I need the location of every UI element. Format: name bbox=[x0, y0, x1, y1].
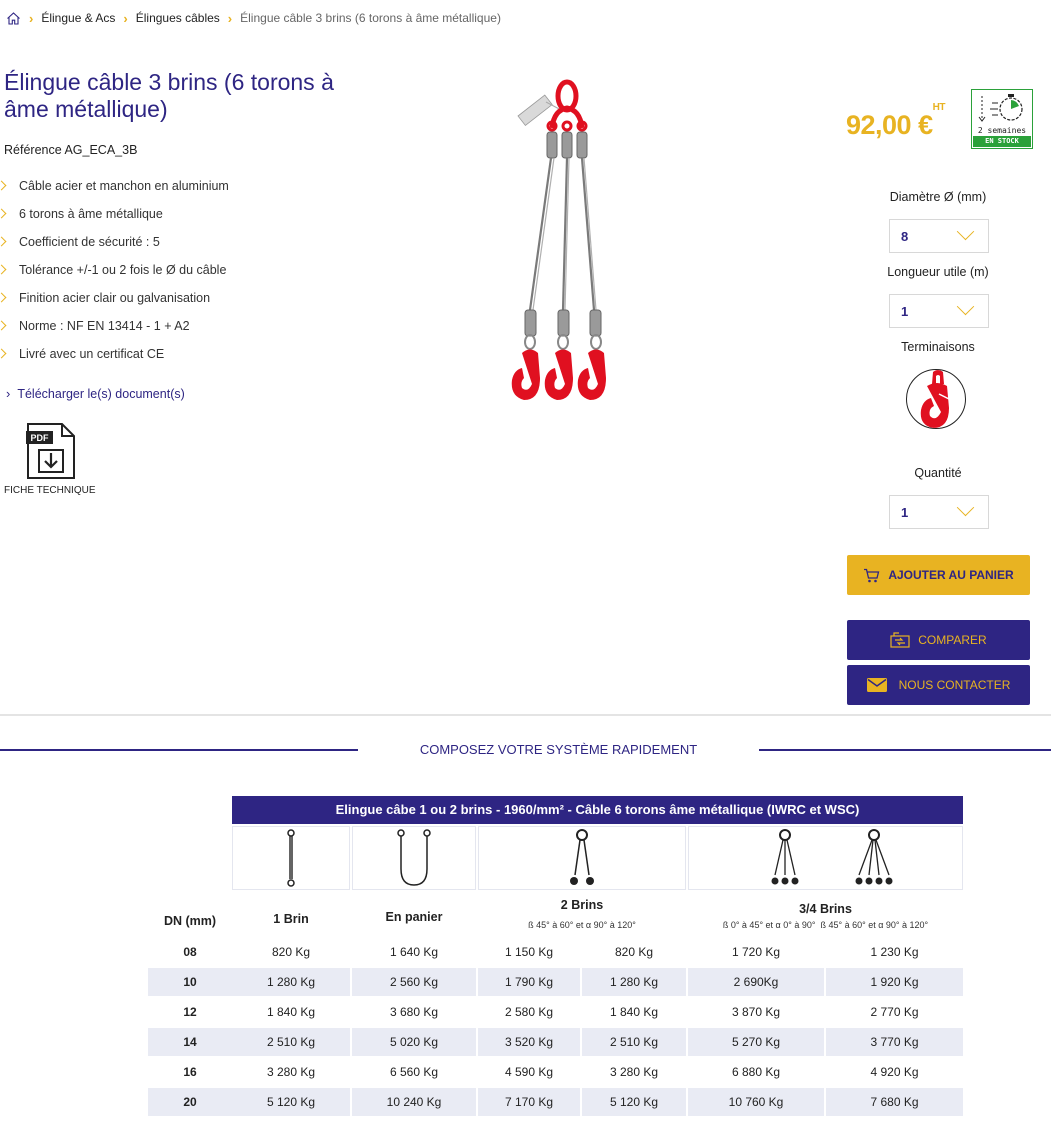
table-cell: 1 720 Kg bbox=[731, 945, 781, 959]
table-cell: 4 920 Kg bbox=[870, 1065, 919, 1079]
col-header-three-four-legs: 3/4 Brins bbox=[799, 902, 852, 916]
table-row bbox=[148, 938, 963, 966]
chevron-down-icon bbox=[957, 298, 974, 315]
list-item: Norme : NF EN 13414 - 1 + A2 bbox=[0, 316, 229, 344]
table-cell: 1 280 Kg bbox=[266, 975, 316, 989]
product-reference: Référence AG_ECA_3B bbox=[4, 143, 138, 157]
basket-sling-image bbox=[352, 826, 476, 890]
table-cell-dn: 14 bbox=[183, 1035, 197, 1049]
table-cell: 1 640 Kg bbox=[389, 945, 439, 959]
compare-button[interactable]: COMPARER bbox=[847, 620, 1030, 660]
table-cell: 2 690Kg bbox=[733, 975, 779, 989]
chevron-bullet-icon bbox=[0, 181, 6, 191]
table-cell: 1 840 Kg bbox=[266, 1005, 316, 1019]
termination-hook-option[interactable] bbox=[906, 369, 966, 429]
svg-text:PDF: PDF bbox=[30, 433, 49, 443]
single-leg-sling-image bbox=[232, 826, 350, 890]
price-box bbox=[846, 88, 1036, 150]
chevron-bullet-icon bbox=[0, 265, 6, 275]
list-item: 6 torons à âme métallique bbox=[0, 204, 229, 232]
diameter-label: Diamètre Ø (mm) bbox=[889, 190, 987, 204]
table-cell-dn: 10 bbox=[183, 975, 197, 989]
envelope-icon bbox=[867, 678, 887, 692]
table-row bbox=[148, 1028, 963, 1056]
home-icon[interactable] bbox=[6, 11, 21, 26]
list-item: Tolérance +/-1 ou 2 fois le Ø du câble bbox=[0, 260, 229, 288]
chevron-bullet-icon bbox=[0, 349, 6, 359]
table-cell: 4 590 Kg bbox=[504, 1065, 554, 1079]
table-cell: 7 170 Kg bbox=[504, 1095, 554, 1109]
list-item: Finition acier clair ou galvanisation bbox=[0, 288, 229, 316]
table-cell: 2 580 Kg bbox=[504, 1005, 554, 1019]
breadcrumb-current: Élingue câble 3 brins (6 torons à âme métallique) bbox=[240, 11, 501, 25]
chevron-bullet-icon bbox=[0, 321, 6, 331]
table-cell: 10 760 Kg bbox=[728, 1095, 784, 1109]
compose-title: COMPOSEZ VOTRE SYSTÈME RAPIDEMENT bbox=[419, 742, 698, 757]
col-header-one-leg: 1 Brin bbox=[273, 912, 309, 926]
table-cell: 3 770 Kg bbox=[870, 1035, 919, 1049]
table-cell: 820 Kg bbox=[614, 945, 654, 959]
table-cell-dn: 16 bbox=[183, 1065, 197, 1079]
page-title: Élingue câble 3 brins (6 torons à âme métallique) bbox=[4, 69, 334, 122]
table-cell: 3 870 Kg bbox=[731, 1005, 781, 1019]
price: 92,00 €$^{HT}$ bbox=[846, 102, 945, 140]
breadcrumb-item-elingues-cables[interactable]: Élingues câbles bbox=[135, 11, 220, 25]
table-cell: 5 120 Kg bbox=[609, 1095, 659, 1109]
table-cell: 1 790 Kg bbox=[504, 975, 554, 989]
pdf-file-icon[interactable] bbox=[26, 422, 76, 480]
quantity-label: Quantité bbox=[914, 466, 962, 480]
breadcrumb bbox=[6, 10, 501, 26]
breadcrumb-item-elingue-acs[interactable]: Élingue & Acs bbox=[41, 11, 116, 25]
add-to-cart-button[interactable]: AJOUTER AU PANIER bbox=[847, 555, 1030, 595]
two-leg-sling-image bbox=[478, 826, 686, 890]
diameter-select[interactable]: 8 bbox=[889, 219, 989, 253]
table-cell: 2 510 Kg bbox=[609, 1035, 659, 1049]
table-cell: 6 560 Kg bbox=[389, 1065, 439, 1079]
length-label: Longueur utile (m) bbox=[887, 265, 989, 279]
stock-badge: 2 semaines EN STOCK bbox=[971, 89, 1033, 149]
col-header-dn: DN (mm) bbox=[163, 914, 217, 928]
chevron-bullet-icon bbox=[0, 293, 6, 303]
table-cell: 10 240 Kg bbox=[386, 1095, 442, 1109]
chevron-bullet-icon bbox=[0, 237, 6, 247]
section-divider bbox=[0, 714, 1051, 716]
contact-button[interactable]: NOUS CONTACTER bbox=[847, 665, 1030, 705]
table-cell: 6 880 Kg bbox=[731, 1065, 781, 1079]
stopwatch-icon bbox=[972, 92, 1032, 126]
chevron-down-icon bbox=[957, 223, 974, 240]
cart-icon bbox=[863, 568, 880, 583]
download-documents-link[interactable]: › Télécharger le(s) document(s) bbox=[6, 386, 185, 401]
length-select[interactable]: 1 bbox=[889, 294, 989, 328]
table-cell: 1 230 Kg bbox=[870, 945, 919, 959]
terminations-label: Terminaisons bbox=[901, 340, 975, 354]
table-row bbox=[148, 1058, 963, 1086]
chevron-bullet-icon bbox=[0, 209, 6, 219]
spec-table-title: Elingue câbe 1 ou 2 brins - 1960/mm² - Câble 6 torons âme métallique (IWRC et WSC) bbox=[232, 796, 963, 824]
chevron-right-icon: › bbox=[227, 10, 233, 26]
table-cell-dn: 20 bbox=[183, 1095, 197, 1109]
table-cell: 5 120 Kg bbox=[266, 1095, 316, 1109]
table-cell-dn: 12 bbox=[183, 1005, 197, 1019]
table-cell: 2 770 Kg bbox=[870, 1005, 919, 1019]
chevron-right-icon: › bbox=[123, 10, 128, 26]
chevron-right-icon: › bbox=[29, 10, 34, 26]
chevron-down-icon bbox=[957, 499, 974, 516]
divider-line bbox=[759, 749, 1051, 751]
table-cell: 3 520 Kg bbox=[504, 1035, 554, 1049]
list-item: Câble acier et manchon en aluminium bbox=[0, 176, 229, 204]
chevron-right-icon: › bbox=[6, 386, 11, 401]
table-cell: 5 020 Kg bbox=[389, 1035, 439, 1049]
three-four-leg-sling-image bbox=[688, 826, 963, 890]
table-cell: 1 920 Kg bbox=[870, 975, 919, 989]
col-header-basket: En panier bbox=[385, 910, 443, 924]
table-cell: 1 840 Kg bbox=[609, 1005, 659, 1019]
table-cell-dn: 08 bbox=[183, 945, 197, 959]
table-cell: 1 280 Kg bbox=[609, 975, 659, 989]
table-cell: 820 Kg bbox=[271, 945, 311, 959]
table-cell: 7 680 Kg bbox=[870, 1095, 919, 1109]
pdf-label: FICHE TECHNIQUE bbox=[4, 485, 96, 496]
table-row bbox=[148, 1088, 963, 1116]
table-row bbox=[148, 998, 963, 1026]
list-item: Coefficient de sécurité : 5 bbox=[0, 232, 229, 260]
col-header-two-legs: 2 Brins bbox=[560, 898, 604, 912]
table-cell: 3 280 Kg bbox=[266, 1065, 316, 1079]
table-cell: 2 510 Kg bbox=[266, 1035, 316, 1049]
list-item: Livré avec un certificat CE bbox=[0, 344, 229, 372]
table-cell: 5 270 Kg bbox=[731, 1035, 781, 1049]
divider-line bbox=[0, 749, 358, 751]
table-cell: 2 560 Kg bbox=[389, 975, 439, 989]
compose-section-header bbox=[0, 739, 1051, 761]
safety-hook-icon bbox=[907, 370, 966, 429]
table-row bbox=[148, 968, 963, 996]
table-cell: 3 280 Kg bbox=[609, 1065, 659, 1079]
col-subheader-three-four-legs: ß 0° à 45° et α 0° à 90° ß 45° à 60° et α 90° à 120° bbox=[722, 920, 929, 930]
product-image bbox=[500, 78, 635, 408]
table-cell: 3 680 Kg bbox=[389, 1005, 439, 1019]
col-subheader-two-legs: ß 45° à 60° et α 90° à 120° bbox=[528, 920, 636, 930]
quantity-select[interactable]: 1 bbox=[889, 495, 989, 529]
compare-icon bbox=[890, 632, 910, 648]
table-cell: 1 150 Kg bbox=[504, 945, 554, 959]
specification-table bbox=[148, 796, 963, 1125]
feature-list bbox=[0, 176, 229, 372]
